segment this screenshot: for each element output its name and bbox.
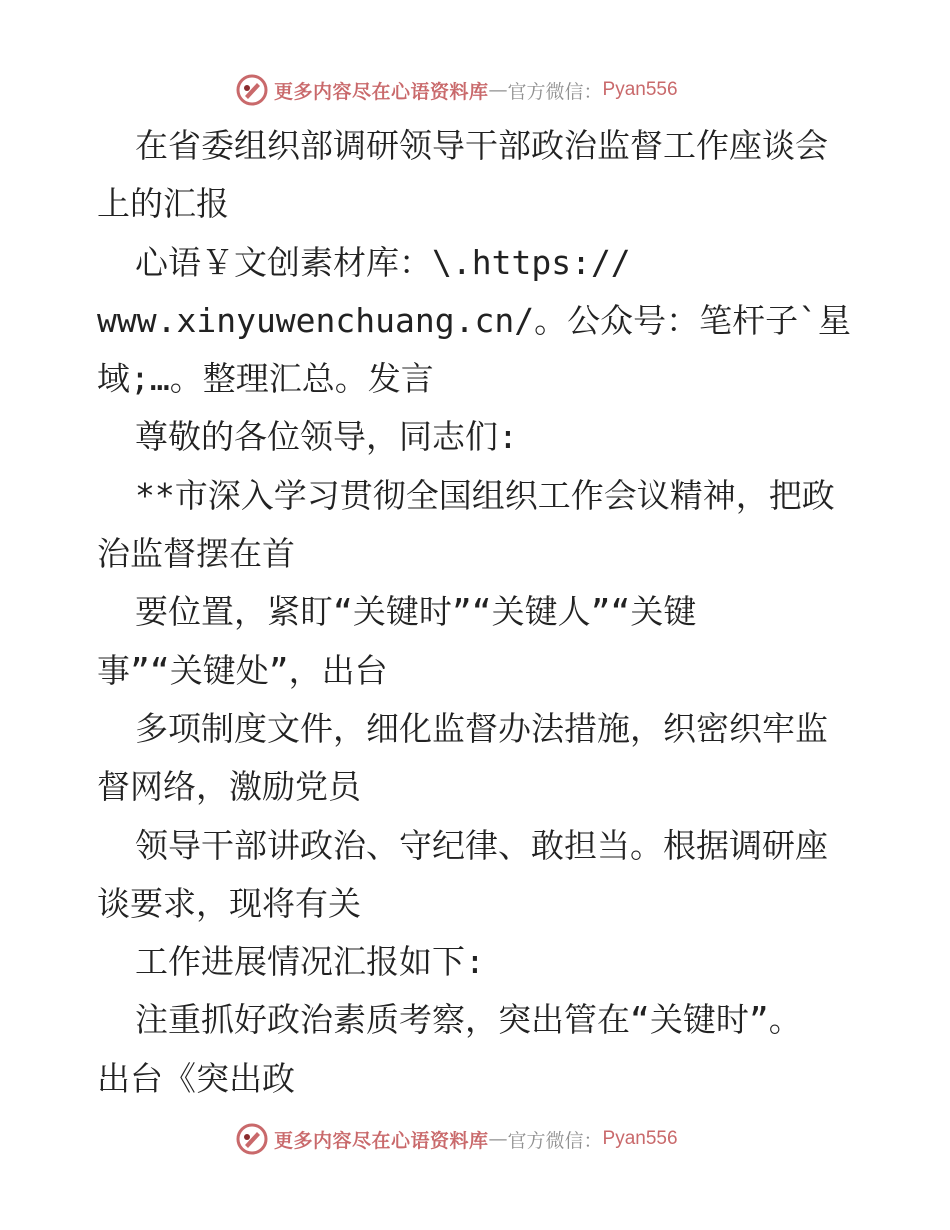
text-line: www.xinyuwenchuang.cn/。公众号：笔杆子`星 (97, 300, 851, 340)
text-line: 谈要求，现将有关 (97, 883, 361, 923)
header-dash: — (488, 79, 508, 101)
brand-logo-icon (236, 74, 268, 106)
text-line: 在省委组织部调研领导干部政治监督工作座谈会 (135, 126, 828, 165)
text-line: 尊敬的各位领导，同志们: (135, 417, 518, 457)
text-line: 要位置，紧盯“关键时”“关键人”“关键 (135, 592, 697, 632)
text-line: 事”“关键处”，出台 (97, 650, 388, 690)
text-line: 工作进展情况汇报如下: (135, 942, 485, 982)
header-contact-label: 官方微信： (507, 80, 603, 103)
text-line: 心语￥文创素材库：\.https:// (135, 242, 631, 282)
footer-banner (236, 1121, 678, 1157)
text-line: 注重抓好政治素质考察，突出管在“关键时”。 (135, 1000, 802, 1040)
footer-dash: — (488, 1128, 508, 1150)
text-line: 域;…。整理汇总。发言 (97, 359, 434, 399)
document-body (97, 117, 857, 1108)
text-line: 出台《突出政 (97, 1058, 295, 1098)
header-banner (236, 72, 678, 108)
text-line: 治监督摆在首 (97, 534, 295, 574)
header-contact-id: Pyan556 (602, 79, 678, 100)
header-brand-text: 更多内容尽在心语资料库 (274, 80, 489, 103)
text-line: 督网络，激励党员 (97, 767, 361, 807)
footer-contact-label: 官方微信： (507, 1129, 603, 1152)
brand-logo-icon (236, 1123, 268, 1155)
text-line: 领导干部讲政治、守纪律、敢担当。根据调研座 (135, 825, 828, 865)
text-line: **市深入学习贯彻全国组织工作会议精神，把政 (135, 475, 835, 515)
text-line: 多项制度文件，细化监督办法措施，织密织牢监 (135, 708, 828, 748)
footer-brand-text: 更多内容尽在心语资料库 (274, 1129, 489, 1152)
text-line: 上的汇报 (97, 184, 229, 224)
footer-contact-id: Pyan556 (602, 1128, 678, 1149)
